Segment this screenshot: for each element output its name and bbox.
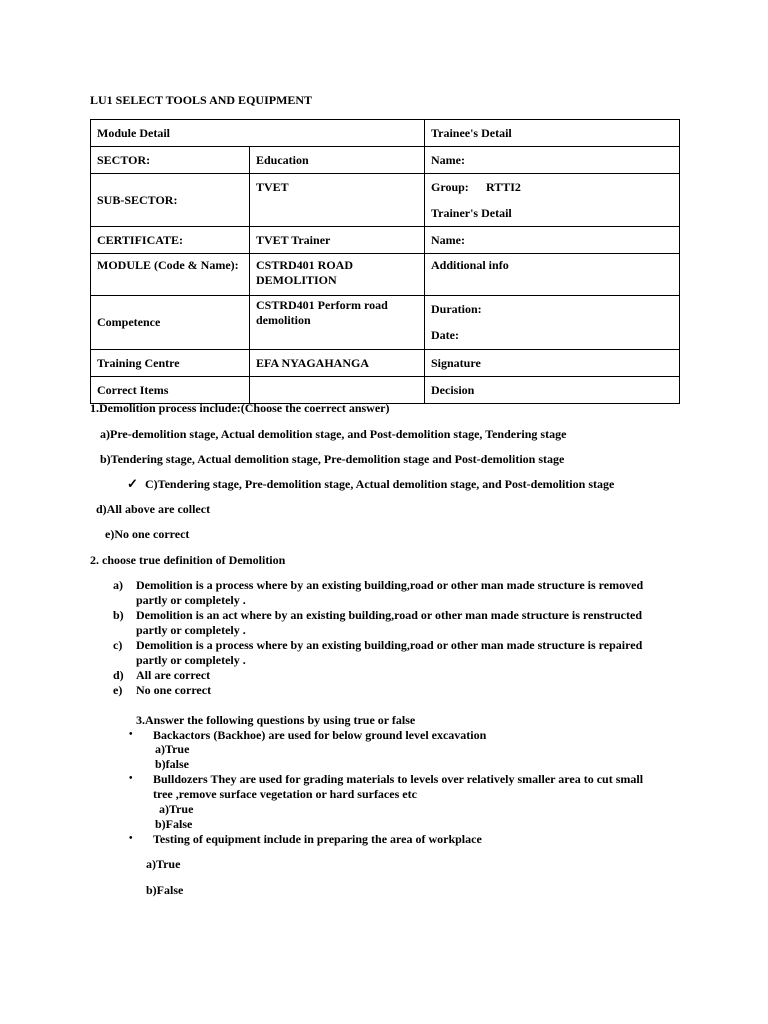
q2-option-a-line1[interactable]: Demolition is a process where by an existing building,road or other man made structure is removed — [136, 578, 644, 592]
q3-item2-a[interactable]: a)True — [159, 802, 194, 816]
q3-item2-line1: Bulldozers They are used for grading materials to levels over relatively smaller area to cut small — [153, 772, 644, 786]
signature-label: Signature — [431, 355, 481, 370]
decision-cell — [425, 377, 680, 404]
q2-option-d-line1[interactable]: All are correct — [136, 668, 211, 682]
q2-option-d-letter: d) — [113, 668, 124, 682]
q1-option-e[interactable]: e)No one correct — [105, 527, 190, 541]
duration-field[interactable] — [510, 296, 679, 322]
q3-item1-b[interactable]: b)false — [155, 757, 189, 771]
signature-field[interactable] — [510, 350, 679, 376]
group-trainer-cell — [425, 174, 680, 227]
certificate-label: CERTIFICATE: — [91, 227, 250, 254]
bullet-icon: • — [129, 729, 133, 740]
additional-info-label: Additional info — [425, 254, 680, 296]
q2-option-a-letter: a) — [113, 578, 123, 592]
module-detail-header: Module Detail — [91, 120, 425, 147]
q2-option-e-line1[interactable]: No one correct — [136, 683, 212, 697]
q2-question: 2. choose true definition of Demolition — [90, 553, 286, 567]
decision-field[interactable] — [510, 377, 679, 403]
decision-label: Decision — [431, 382, 475, 397]
competence-label: Competence — [91, 296, 250, 350]
module-value: CSTRD401 ROAD DEMOLITION — [250, 254, 425, 296]
q3-item1-a[interactable]: a)True — [155, 742, 190, 756]
document-title: LU1 SELECT TOOLS AND EQUIPMENT — [90, 93, 313, 107]
competence-value: CSTRD401 Perform road demolition — [250, 296, 425, 350]
trainer-detail-header: Trainer's Detail — [431, 205, 512, 220]
trainer-name-cell — [425, 227, 680, 254]
q2-option-e-letter: e) — [113, 683, 123, 697]
q3-question: 3.Answer the following questions by using true or false — [136, 713, 416, 727]
bullet-icon: • — [129, 773, 133, 784]
trainer-name-label: Name: — [431, 232, 465, 247]
q3-item1: Backactors (Backhoe) are used for below ground level excavation — [153, 728, 487, 742]
q1-question: 1.Demolition process include:(Choose the coerrect answer) — [90, 401, 390, 415]
sector-value: Education — [250, 147, 425, 174]
bullet-icon: • — [129, 833, 133, 844]
date-label: Date: — [431, 328, 459, 342]
duration-label: Duration: — [431, 301, 482, 316]
trainee-name-field[interactable] — [480, 147, 679, 173]
q2-option-c-line1[interactable]: Demolition is a process where by an existing building,road or other man made structure is repaired — [136, 638, 643, 652]
module-info-table — [90, 119, 680, 404]
q1-option-d[interactable]: d)All above are collect — [96, 502, 211, 516]
q1-option-b[interactable]: b)Tendering stage, Actual demolition stage, Pre-demolition stage and Post-demolition stage — [100, 452, 565, 466]
duration-date-cell — [425, 296, 680, 350]
q3-item3-b[interactable]: b)False — [146, 883, 184, 897]
q2-option-c-letter: c) — [113, 638, 123, 652]
sub-sector-value: TVET — [250, 174, 425, 227]
checkmark-icon: ✓ — [127, 476, 138, 491]
q3-item3-a[interactable]: a)True — [146, 857, 181, 871]
q1-option-c[interactable]: C)Tendering stage, Pre-demolition stage, Actual demolition stage, and Post-demolition stage — [145, 477, 615, 491]
certificate-value: TVET Trainer — [250, 227, 425, 254]
trainee-name-label: Name: — [431, 152, 465, 167]
q3-item3: Testing of equipment include in preparing the area of workplace — [153, 832, 482, 846]
trainee-detail-header: Trainee's Detail — [425, 120, 680, 147]
q3-item2-line2: tree ,remove surface vegetation or hard surfaces etc — [153, 787, 417, 801]
q1-option-a[interactable]: a)Pre-demolition stage, Actual demolition stage, and Post-demolition stage, Tendering stage — [100, 427, 567, 441]
sub-sector-label: SUB-SECTOR: — [91, 174, 250, 227]
group-value: RTTI2 — [486, 179, 521, 194]
training-centre-label: Training Centre — [91, 350, 250, 377]
q3-item2-b[interactable]: b)False — [155, 817, 193, 831]
correct-items-label: Correct Items — [91, 377, 250, 404]
q2-option-b-line1[interactable]: Demolition is an act where by an existing building,road or other man made structure is renstructed — [136, 608, 643, 622]
trainer-name-field[interactable] — [480, 227, 679, 253]
q2-option-b-letter: b) — [113, 608, 124, 622]
correct-items-field[interactable] — [250, 377, 425, 404]
module-label: MODULE (Code & Name): — [91, 254, 250, 296]
group-label: Group: — [431, 179, 469, 194]
trainee-name-cell — [425, 147, 680, 174]
q2-option-b-line2: partly or completely . — [136, 623, 246, 637]
sector-label: SECTOR: — [91, 147, 250, 174]
training-centre-value: EFA NYAGAHANGA — [250, 350, 425, 377]
signature-cell — [425, 350, 680, 377]
date-field[interactable] — [510, 322, 679, 349]
q2-option-c-line2: partly or completely . — [136, 653, 246, 667]
q2-option-a-line2: partly or completely . — [136, 593, 246, 607]
